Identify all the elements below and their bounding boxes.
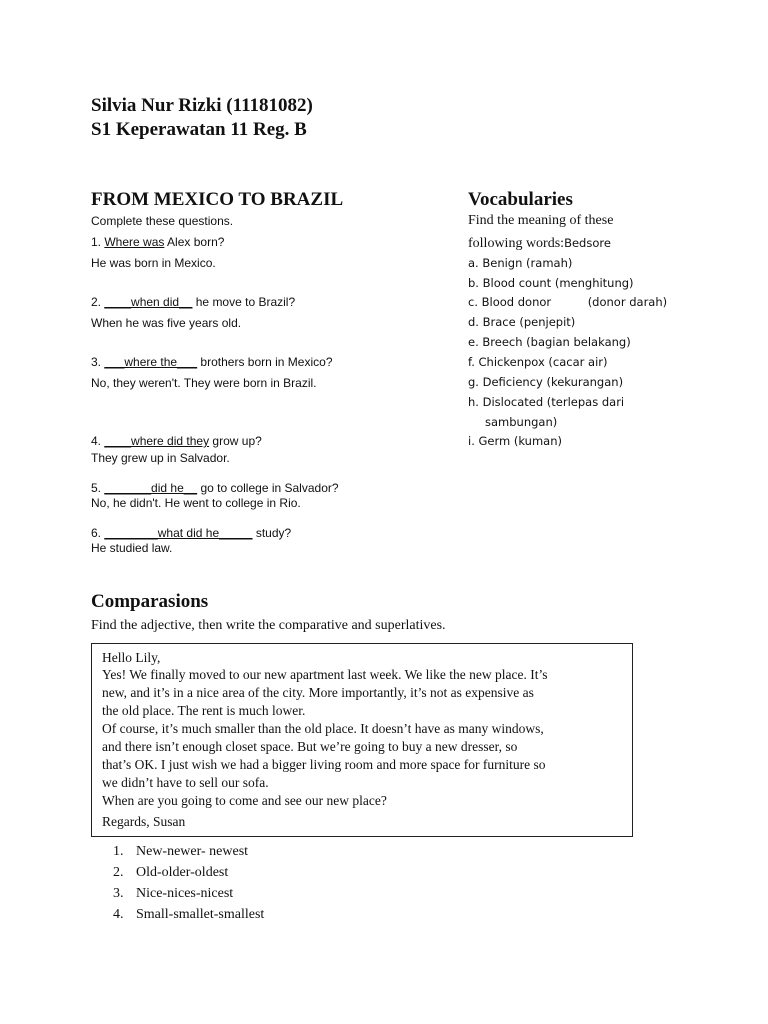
question-number: 5.	[91, 481, 105, 495]
answer-3: No, they weren't. They were born in Brazil.	[91, 376, 317, 390]
vocab-instruction-2	[468, 234, 611, 252]
vocab-text: Deficiency (kekurangan)	[482, 375, 624, 389]
question-blank: ___where the___	[104, 355, 198, 369]
answer-number: 1.	[113, 844, 124, 859]
letter-line: Hello Lily,	[102, 650, 161, 665]
question-text: go to college in Salvador?	[197, 481, 339, 495]
vocab-text: Dislocated (terlepas dari	[482, 395, 625, 409]
vocab-item-b	[468, 276, 634, 290]
question-blank: ________what did he_____	[104, 526, 253, 540]
answer-2: When he was five years old.	[91, 316, 242, 330]
student-name: Silvia Nur Rizki (11181082)	[91, 95, 313, 116]
letter-line: that’s OK. I just wish we had a bigger living room and more space for furniture so	[102, 757, 546, 772]
letter-signature: Regards, Susan	[102, 814, 186, 829]
letter-line: the old place. The rent is much lower.	[102, 703, 306, 718]
vocab-text: Breech (bagian belakang)	[482, 335, 631, 349]
question-blank: Where was	[104, 235, 165, 249]
vocab-instruction: Find the meaning of these	[468, 213, 614, 228]
vocab-item-d	[468, 315, 575, 329]
answer-6: He studied law.	[91, 541, 173, 555]
comparison-answer-1: New-newer- newest	[136, 844, 249, 859]
vocab-item-e	[468, 335, 631, 349]
question-3	[91, 355, 333, 369]
question-number: 4.	[91, 434, 105, 448]
vocab-instruction-text: following words:	[468, 236, 565, 251]
vocab-text: Brace (penjepit)	[482, 315, 576, 329]
letter-line: When are you going to come and see our new place?	[102, 793, 387, 808]
vocab-item-i	[468, 434, 562, 448]
vocab-word-bedsore: Bedsore	[564, 236, 611, 250]
section-title-comparisons: Comparasions	[91, 591, 209, 612]
vocab-letter: b.	[468, 276, 483, 290]
comparison-answer-3: Nice-nices-nicest	[136, 886, 234, 901]
letter-box	[91, 643, 633, 837]
question-blank: ____when did__	[104, 295, 193, 309]
question-text: brothers born in Mexico?	[197, 355, 333, 369]
vocab-letter: f.	[468, 355, 479, 369]
question-4	[91, 434, 262, 448]
comparison-answer-2: Old-older-oldest	[136, 865, 229, 880]
vocab-letter: g.	[468, 375, 483, 389]
question-number: 1.	[91, 235, 105, 249]
question-number: 6.	[91, 526, 105, 540]
vocab-text: Chickenpox (cacar air)	[478, 355, 608, 369]
question-text: he move to Brazil?	[192, 295, 296, 309]
vocab-text: Blood count (menghitung)	[482, 276, 634, 290]
vocab-letter: e.	[468, 335, 483, 349]
vocab-text: Germ (kuman)	[478, 434, 562, 448]
vocab-letter: h.	[468, 395, 483, 409]
question-blank: ____where did they	[104, 434, 210, 448]
vocab-item-a	[468, 256, 572, 270]
question-5	[91, 481, 339, 495]
vocab-text: sambungan)	[485, 415, 558, 429]
vocab-letter: c.	[468, 295, 482, 309]
question-2	[91, 295, 295, 309]
answer-5: No, he didn't. He went to college in Rio.	[91, 496, 301, 510]
answer-number: 4.	[113, 907, 124, 922]
answer-number: 3.	[113, 886, 124, 901]
vocab-item-f	[468, 355, 608, 369]
comparison-answer-4: Small-smallet-smallest	[136, 907, 265, 922]
question-text: study?	[252, 526, 292, 540]
question-6	[91, 526, 291, 540]
letter-line: we didn’t have to sell our sofa.	[102, 775, 269, 790]
comparisons-instruction: Find the adjective, then write the comparative and superlatives.	[91, 618, 446, 633]
answer-number: 2.	[113, 865, 124, 880]
letter-line: Yes! We finally moved to our new apartment last week. We like the new place. It’s	[102, 667, 548, 682]
vocab-item-h	[468, 395, 624, 409]
letter-line: new, and it’s in a nice area of the city. More importantly, it’s not as expensive as	[102, 685, 534, 700]
question-blank: _______did he__	[104, 481, 198, 495]
answer-4: They grew up in Salvador.	[91, 451, 230, 465]
question-number: 2.	[91, 295, 105, 309]
vocab-item-g	[468, 375, 623, 389]
vocab-letter: i.	[468, 434, 479, 448]
questions-instruction: Complete these questions.	[91, 214, 234, 228]
question-1	[91, 235, 224, 249]
question-number: 3.	[91, 355, 105, 369]
vocab-item-h-cont	[485, 415, 557, 429]
letter-line: and there isn’t enough closet space. But we’re going to buy a new dresser, so	[102, 739, 518, 754]
student-class: S1 Keperawatan 11 Reg. B	[91, 119, 307, 140]
letter-line: Of course, it’s much smaller than the old place. It doesn’t have as many windows,	[102, 721, 544, 736]
vocab-text: Blood donor (donor darah)	[481, 295, 668, 309]
section-title-mexico-brazil: FROM MEXICO TO BRAZIL	[91, 189, 344, 210]
vocab-title: Vocabularies	[468, 189, 573, 210]
vocab-text: Benign (ramah)	[482, 256, 573, 270]
question-text: Alex born?	[164, 235, 225, 249]
vocab-item-c	[468, 295, 667, 309]
vocab-letter: d.	[468, 315, 483, 329]
question-text: grow up?	[209, 434, 262, 448]
vocab-letter: a.	[468, 256, 483, 270]
answer-1: He was born in Mexico.	[91, 256, 216, 270]
